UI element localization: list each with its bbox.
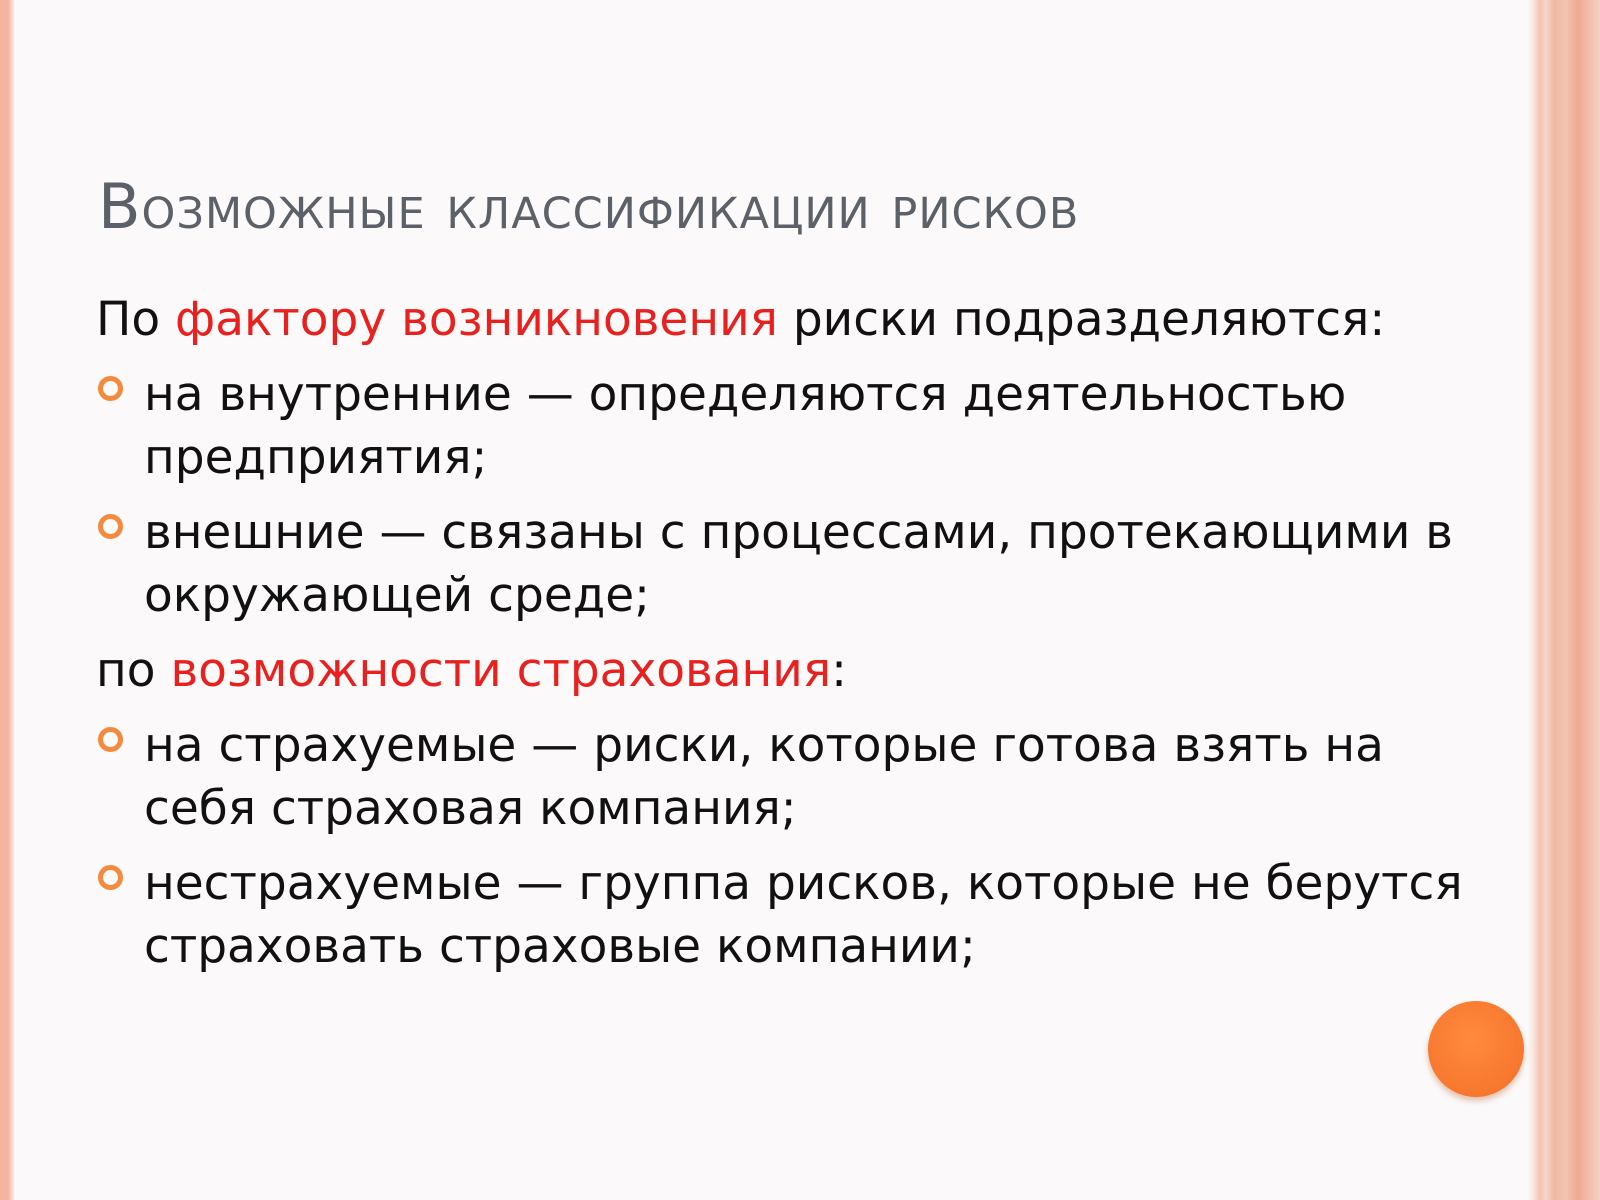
- bullet-list-insurance: [96, 714, 1476, 978]
- intro-prefix: По: [96, 292, 176, 347]
- orange-circle-icon: [1428, 1001, 1524, 1097]
- list-item-text: на внутренние — определяются деятельностью предприятия;: [144, 367, 1347, 485]
- list-item: [96, 363, 1476, 489]
- circle-outline-icon: [98, 376, 123, 401]
- bullet-list-risk-factor: [96, 363, 1476, 627]
- left-border-decoration: [0, 0, 14, 1200]
- circle-outline-icon: [98, 865, 123, 890]
- circle-outline-icon: [98, 727, 123, 752]
- right-border-decoration: [1528, 0, 1600, 1200]
- list-item: [96, 852, 1476, 978]
- intro-prefix: по: [96, 643, 171, 698]
- intro-highlight: фактору возникновения: [175, 292, 778, 347]
- list-item-text: на страхуемые — риски, которые готова взять на себя страховая компания;: [144, 718, 1384, 836]
- section-intro-risk-factor: [96, 288, 1476, 351]
- intro-suffix: риски подразделяются:: [777, 292, 1386, 347]
- intro-suffix: :: [831, 643, 847, 698]
- section-intro-insurance: [96, 639, 1476, 702]
- slide-title: Возможные классификации рисков: [98, 170, 1080, 243]
- intro-highlight: возможности страхования: [170, 643, 832, 698]
- list-item: [96, 714, 1476, 840]
- list-item-text: нестрахуемые — группа рисков, которые не берутся страховать страховые компании;: [144, 856, 1463, 974]
- circle-outline-icon: [98, 514, 123, 539]
- list-item: [96, 501, 1476, 627]
- list-item-text: внешние — связаны с процессами, протекающими в окружающей среде;: [144, 505, 1454, 623]
- slide-content: [96, 288, 1476, 990]
